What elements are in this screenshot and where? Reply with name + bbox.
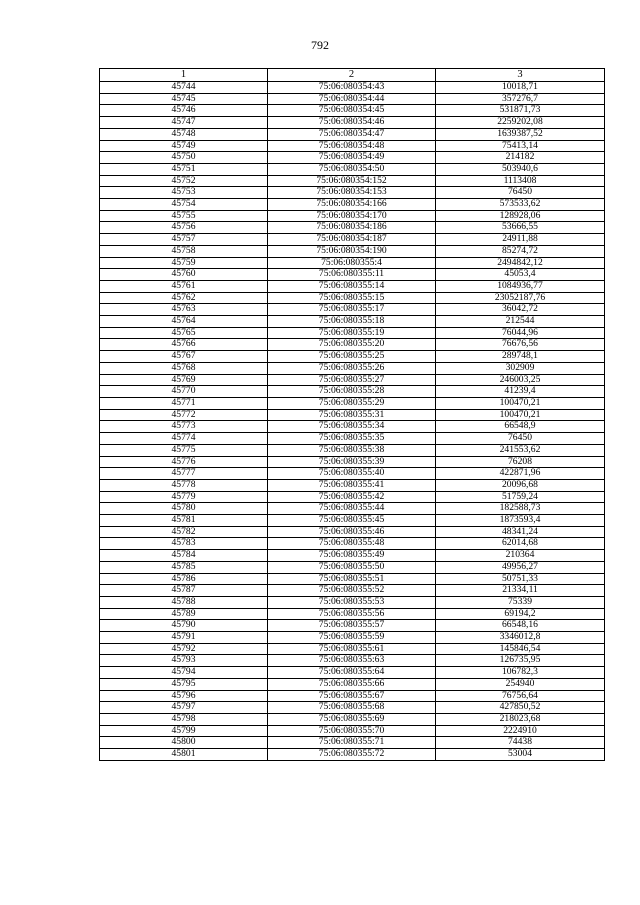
cadastral-value-cell: 254940 <box>436 678 605 690</box>
table-row <box>100 620 605 632</box>
row-number-cell: 45769 <box>100 374 268 386</box>
table-row <box>100 374 605 386</box>
cadastral-number-cell: 75:06:080355:49 <box>268 550 436 562</box>
cadastral-number-cell: 75:06:080355:46 <box>268 526 436 538</box>
page-number: 792 <box>311 38 329 52</box>
row-number-cell: 45781 <box>100 515 268 527</box>
table-row <box>100 585 605 597</box>
cadastral-number-cell: 75:06:080354:170 <box>268 210 436 222</box>
cadastral-value-cell: 427850,52 <box>436 702 605 714</box>
cadastral-value-cell: 76450 <box>436 187 605 199</box>
cadastral-value-cell: 66548,9 <box>436 421 605 433</box>
cadastral-value-cell: 302909 <box>436 362 605 374</box>
table-row <box>100 702 605 714</box>
cadastral-value-cell: 76676,56 <box>436 339 605 351</box>
table-row <box>100 222 605 234</box>
cadastral-value-cell: 53004 <box>436 749 605 761</box>
row-number-cell: 45752 <box>100 175 268 187</box>
table-row <box>100 351 605 363</box>
cadastral-value-cell: 246003,25 <box>436 374 605 386</box>
cadastral-number-cell: 75:06:080355:11 <box>268 269 436 281</box>
cadastral-value-cell: 36042,72 <box>436 304 605 316</box>
row-number-cell: 45765 <box>100 327 268 339</box>
cadastral-value-cell: 75413,14 <box>436 140 605 152</box>
cadastral-number-cell: 75:06:080355:64 <box>268 667 436 679</box>
row-number-cell: 45757 <box>100 234 268 246</box>
row-number-cell: 45782 <box>100 526 268 538</box>
column-header-3: 3 <box>436 69 605 82</box>
table-row <box>100 82 605 94</box>
table-row <box>100 316 605 328</box>
cadastral-number-cell: 75:06:080354:186 <box>268 222 436 234</box>
table-row <box>100 503 605 515</box>
table-row <box>100 163 605 175</box>
cadastral-value-cell: 76450 <box>436 433 605 445</box>
cadastral-number-cell: 75:06:080354:48 <box>268 140 436 152</box>
table-row <box>100 93 605 105</box>
cadastral-value-cell: 182588,73 <box>436 503 605 515</box>
cadastral-number-cell: 75:06:080355:42 <box>268 491 436 503</box>
cadastral-value-cell: 10018,71 <box>436 82 605 94</box>
cadastral-number-cell: 75:06:080355:38 <box>268 444 436 456</box>
cadastral-number-cell: 75:06:080355:66 <box>268 678 436 690</box>
cadastral-number-cell: 75:06:080355:71 <box>268 737 436 749</box>
cadastral-number-cell: 75:06:080354:47 <box>268 128 436 140</box>
cadastral-value-cell: 21334,11 <box>436 585 605 597</box>
row-number-cell: 45744 <box>100 82 268 94</box>
row-number-cell: 45770 <box>100 386 268 398</box>
cadastral-number-cell: 75:06:080355:14 <box>268 280 436 292</box>
row-number-cell: 45788 <box>100 596 268 608</box>
row-number-cell: 45783 <box>100 538 268 550</box>
row-number-cell: 45780 <box>100 503 268 515</box>
table-row <box>100 421 605 433</box>
column-header-1: 1 <box>100 69 268 82</box>
table-row <box>100 667 605 679</box>
cadastral-number-cell: 75:06:080354:46 <box>268 117 436 129</box>
cadastral-number-cell: 75:06:080355:51 <box>268 573 436 585</box>
cadastral-number-cell: 75:06:080355:69 <box>268 713 436 725</box>
table-row <box>100 199 605 211</box>
row-number-cell: 45791 <box>100 632 268 644</box>
cadastral-value-cell: 531871,73 <box>436 105 605 117</box>
row-number-cell: 45754 <box>100 199 268 211</box>
cadastral-value-cell: 357276,7 <box>436 93 605 105</box>
row-number-cell: 45753 <box>100 187 268 199</box>
cadastral-number-cell: 75:06:080355:17 <box>268 304 436 316</box>
row-number-cell: 45763 <box>100 304 268 316</box>
row-number-cell: 45795 <box>100 678 268 690</box>
cadastral-number-cell: 75:06:080355:61 <box>268 643 436 655</box>
row-number-cell: 45796 <box>100 690 268 702</box>
cadastral-number-cell: 75:06:080355:20 <box>268 339 436 351</box>
cadastral-value-cell: 62014,68 <box>436 538 605 550</box>
row-number-cell: 45759 <box>100 257 268 269</box>
cadastral-number-cell: 75:06:080355:15 <box>268 292 436 304</box>
row-number-cell: 45772 <box>100 409 268 421</box>
cadastral-number-cell: 75:06:080355:19 <box>268 327 436 339</box>
cadastral-value-cell: 422871,96 <box>436 468 605 480</box>
cadastral-value-cell: 75339 <box>436 596 605 608</box>
cadastral-number-cell: 75:06:080354:190 <box>268 245 436 257</box>
column-header-2: 2 <box>268 69 436 82</box>
header-row <box>100 69 605 82</box>
cadastral-value-cell: 289748,1 <box>436 351 605 363</box>
table-row <box>100 339 605 351</box>
cadastral-number-cell: 75:06:080354:49 <box>268 152 436 164</box>
row-number-cell: 45779 <box>100 491 268 503</box>
cadastral-value-cell: 23052187,76 <box>436 292 605 304</box>
cadastral-value-cell: 2259202,08 <box>436 117 605 129</box>
row-number-cell: 45776 <box>100 456 268 468</box>
cadastral-number-cell: 75:06:080355:63 <box>268 655 436 667</box>
cadastral-value-cell: 41239,4 <box>436 386 605 398</box>
row-number-cell: 45789 <box>100 608 268 620</box>
cadastral-value-cell: 126735,95 <box>436 655 605 667</box>
cadastral-number-cell: 75:06:080355:48 <box>268 538 436 550</box>
row-number-cell: 45794 <box>100 667 268 679</box>
table-row <box>100 257 605 269</box>
row-number-cell: 45800 <box>100 737 268 749</box>
row-number-cell: 45768 <box>100 362 268 374</box>
cadastral-number-cell: 75:06:080355:67 <box>268 690 436 702</box>
row-number-cell: 45767 <box>100 351 268 363</box>
row-number-cell: 45755 <box>100 210 268 222</box>
table-row <box>100 596 605 608</box>
row-number-cell: 45799 <box>100 725 268 737</box>
cadastral-value-cell: 45053,4 <box>436 269 605 281</box>
cadastral-number-cell: 75:06:080354:166 <box>268 199 436 211</box>
table-row <box>100 468 605 480</box>
table-row <box>100 573 605 585</box>
row-number-cell: 45773 <box>100 421 268 433</box>
cadastral-number-cell: 75:06:080355:72 <box>268 749 436 761</box>
row-number-cell: 45771 <box>100 397 268 409</box>
row-number-cell: 45777 <box>100 468 268 480</box>
row-number-cell: 45756 <box>100 222 268 234</box>
row-number-cell: 45764 <box>100 316 268 328</box>
row-number-cell: 45784 <box>100 550 268 562</box>
row-number-cell: 45774 <box>100 433 268 445</box>
table-row <box>100 234 605 246</box>
table-row <box>100 725 605 737</box>
table-row <box>100 643 605 655</box>
table-header <box>100 69 605 82</box>
cadastral-value-cell: 1113408 <box>436 175 605 187</box>
row-number-cell: 45786 <box>100 573 268 585</box>
cadastral-number-cell: 75:06:080355:50 <box>268 561 436 573</box>
table-row <box>100 433 605 445</box>
cadastral-value-cell: 214182 <box>436 152 605 164</box>
table-row <box>100 304 605 316</box>
cadastral-number-cell: 75:06:080355:34 <box>268 421 436 433</box>
cadastral-number-cell: 75:06:080355:70 <box>268 725 436 737</box>
table-row <box>100 608 605 620</box>
cadastral-value-cell: 24911,88 <box>436 234 605 246</box>
cadastral-number-cell: 75:06:080355:26 <box>268 362 436 374</box>
table-row <box>100 210 605 222</box>
cadastral-value-cell: 69194,2 <box>436 608 605 620</box>
table-row <box>100 397 605 409</box>
table-row <box>100 362 605 374</box>
table-row <box>100 327 605 339</box>
cadastral-number-cell: 75:06:080355:52 <box>268 585 436 597</box>
cadastral-value-cell: 218023,68 <box>436 713 605 725</box>
table-row <box>100 550 605 562</box>
cadastral-value-cell: 241553,62 <box>436 444 605 456</box>
cadastral-value-cell: 100470,21 <box>436 397 605 409</box>
cadastral-value-cell: 85274,72 <box>436 245 605 257</box>
cadastral-value-cell: 145846,54 <box>436 643 605 655</box>
table-row <box>100 292 605 304</box>
cadastral-value-cell: 53666,55 <box>436 222 605 234</box>
row-number-cell: 45790 <box>100 620 268 632</box>
table-row <box>100 140 605 152</box>
cadastral-number-cell: 75:06:080355:44 <box>268 503 436 515</box>
cadastral-number-cell: 75:06:080355:28 <box>268 386 436 398</box>
cadastral-value-cell: 210364 <box>436 550 605 562</box>
cadastral-value-cell: 76208 <box>436 456 605 468</box>
table-row <box>100 749 605 761</box>
cadastral-value-cell: 49956,27 <box>436 561 605 573</box>
cadastral-number-cell: 75:06:080354:44 <box>268 93 436 105</box>
table-row <box>100 175 605 187</box>
row-number-cell: 45793 <box>100 655 268 667</box>
table-row <box>100 456 605 468</box>
row-number-cell: 45751 <box>100 163 268 175</box>
cadastral-value-cell: 503940,6 <box>436 163 605 175</box>
table-row <box>100 655 605 667</box>
cadastral-number-cell: 75:06:080355:53 <box>268 596 436 608</box>
cadastral-number-cell: 75:06:080355:18 <box>268 316 436 328</box>
row-number-cell: 45785 <box>100 561 268 573</box>
cadastral-number-cell: 75:06:080354:153 <box>268 187 436 199</box>
row-number-cell: 45750 <box>100 152 268 164</box>
row-number-cell: 45762 <box>100 292 268 304</box>
cadastral-value-cell: 1084936,77 <box>436 280 605 292</box>
cadastral-value-cell: 128928,06 <box>436 210 605 222</box>
cadastral-value-cell: 3346012,8 <box>436 632 605 644</box>
table-row <box>100 152 605 164</box>
row-number-cell: 45778 <box>100 479 268 491</box>
row-number-cell: 45745 <box>100 93 268 105</box>
table-row <box>100 245 605 257</box>
cadastral-value-cell: 48341,24 <box>436 526 605 538</box>
table-row <box>100 515 605 527</box>
table-row <box>100 737 605 749</box>
row-number-cell: 45792 <box>100 643 268 655</box>
table-row <box>100 561 605 573</box>
cadastral-number-cell: 75:06:080354:152 <box>268 175 436 187</box>
cadastral-number-cell: 75:06:080355:25 <box>268 351 436 363</box>
cadastral-value-cell: 1873593,4 <box>436 515 605 527</box>
row-number-cell: 45760 <box>100 269 268 281</box>
table-body <box>100 82 605 761</box>
table-row <box>100 444 605 456</box>
table-row <box>100 526 605 538</box>
cadastral-number-cell: 75:06:080355:39 <box>268 456 436 468</box>
table-row <box>100 678 605 690</box>
cadastral-number-cell: 75:06:080355:56 <box>268 608 436 620</box>
cadastral-number-cell: 75:06:080354:187 <box>268 234 436 246</box>
cadastral-number-cell: 75:06:080354:50 <box>268 163 436 175</box>
table-row <box>100 713 605 725</box>
row-number-cell: 45748 <box>100 128 268 140</box>
table-row <box>100 491 605 503</box>
cadastral-number-cell: 75:06:080355:31 <box>268 409 436 421</box>
row-number-cell: 45801 <box>100 749 268 761</box>
table-row <box>100 117 605 129</box>
row-number-cell: 45746 <box>100 105 268 117</box>
table-row <box>100 280 605 292</box>
cadastral-number-cell: 75:06:080355:29 <box>268 397 436 409</box>
row-number-cell: 45775 <box>100 444 268 456</box>
cadastral-number-cell: 75:06:080355:68 <box>268 702 436 714</box>
table-row <box>100 128 605 140</box>
row-number-cell: 45747 <box>100 117 268 129</box>
cadastral-number-cell: 75:06:080355:27 <box>268 374 436 386</box>
cadastral-value-cell: 66548,16 <box>436 620 605 632</box>
cadastral-number-cell: 75:06:080355:41 <box>268 479 436 491</box>
cadastral-value-cell: 212544 <box>436 316 605 328</box>
cadastral-value-cell: 2494842,12 <box>436 257 605 269</box>
cadastral-value-cell: 2224910 <box>436 725 605 737</box>
table-row <box>100 386 605 398</box>
table-row <box>100 538 605 550</box>
cadastral-value-cell: 76756,64 <box>436 690 605 702</box>
table-row <box>100 632 605 644</box>
cadastral-number-cell: 75:06:080355:59 <box>268 632 436 644</box>
cadastral-number-cell: 75:06:080355:40 <box>268 468 436 480</box>
cadastral-value-cell: 100470,21 <box>436 409 605 421</box>
cadastral-value-table <box>99 68 605 761</box>
cadastral-value-cell: 74438 <box>436 737 605 749</box>
table-row <box>100 479 605 491</box>
cadastral-number-cell: 75:06:080354:43 <box>268 82 436 94</box>
cadastral-value-cell: 1639387,52 <box>436 128 605 140</box>
row-number-cell: 45758 <box>100 245 268 257</box>
cadastral-value-cell: 573533,62 <box>436 199 605 211</box>
row-number-cell: 45797 <box>100 702 268 714</box>
cadastral-value-cell: 50751,33 <box>436 573 605 585</box>
cadastral-number-cell: 75:06:080355:45 <box>268 515 436 527</box>
cadastral-value-cell: 51759,24 <box>436 491 605 503</box>
cadastral-value-cell: 106782,3 <box>436 667 605 679</box>
row-number-cell: 45761 <box>100 280 268 292</box>
cadastral-number-cell: 75:06:080354:45 <box>268 105 436 117</box>
cadastral-number-cell: 75:06:080355:4 <box>268 257 436 269</box>
row-number-cell: 45749 <box>100 140 268 152</box>
table-row <box>100 690 605 702</box>
row-number-cell: 45766 <box>100 339 268 351</box>
table-row <box>100 409 605 421</box>
table-row <box>100 269 605 281</box>
row-number-cell: 45787 <box>100 585 268 597</box>
row-number-cell: 45798 <box>100 713 268 725</box>
cadastral-value-cell: 20096,68 <box>436 479 605 491</box>
table-row <box>100 105 605 117</box>
cadastral-number-cell: 75:06:080355:57 <box>268 620 436 632</box>
cadastral-value-cell: 76044,96 <box>436 327 605 339</box>
cadastral-number-cell: 75:06:080355:35 <box>268 433 436 445</box>
table-row <box>100 187 605 199</box>
